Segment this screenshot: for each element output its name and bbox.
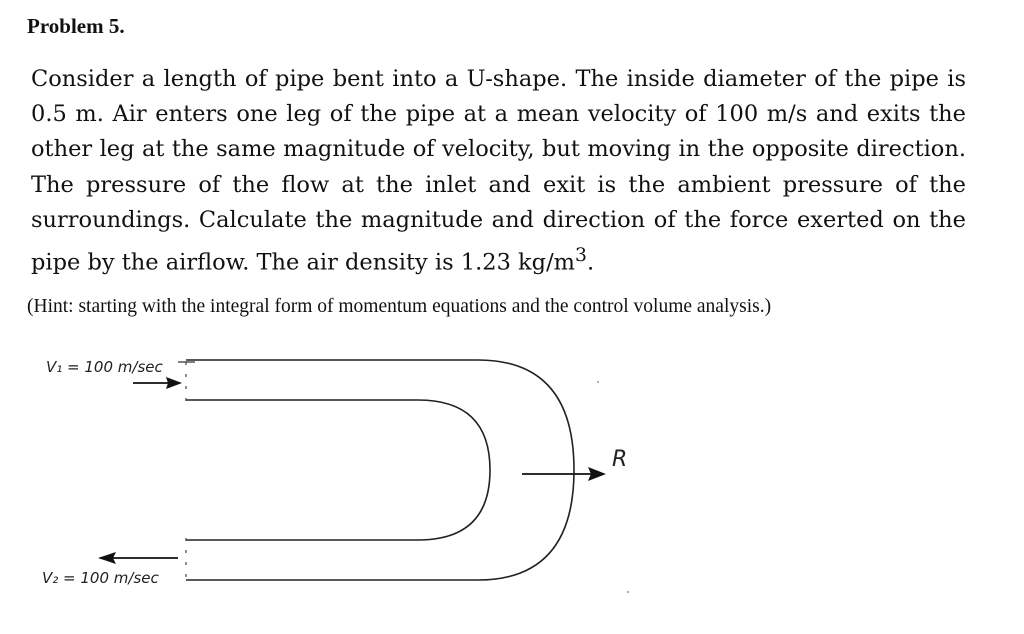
speck <box>627 591 629 593</box>
u-pipe-diagram <box>0 340 1024 634</box>
pipe-outer-wall <box>186 360 574 580</box>
force-label: R <box>612 447 628 472</box>
problem-title: Problem 5. <box>27 14 125 38</box>
pipe-inner-wall <box>186 400 490 540</box>
inlet-arrow-head <box>166 377 182 389</box>
outlet-velocity-label: V₂ = 100 m/sec <box>42 569 159 587</box>
hint-text: (Hint: starting with the integral form of momentum equations and the control volume analysis.) <box>27 296 772 317</box>
density-unit-exponent: 3 <box>575 245 587 267</box>
problem-statement-text: Consider a length of pipe bent into a U-shape. The inside diameter of the pipe is 0.5 m. Air enters one leg of the pipe at a mean velocity of 100 m/s and exits the other leg at the same magnitude of velocity, but moving in the opposite direction. The pressure of the flow at the inlet and exit is the ambient pressure of the surroundings. Calculate the magnitude and direction of the force exerted on the pipe by the airflow. The air density is 1.23 kg/m <box>31 66 966 276</box>
speck <box>597 381 599 383</box>
inlet-velocity-label: V₁ = 100 m/sec <box>46 358 163 376</box>
problem-statement-end: . <box>586 249 595 276</box>
problem-statement <box>31 62 966 281</box>
